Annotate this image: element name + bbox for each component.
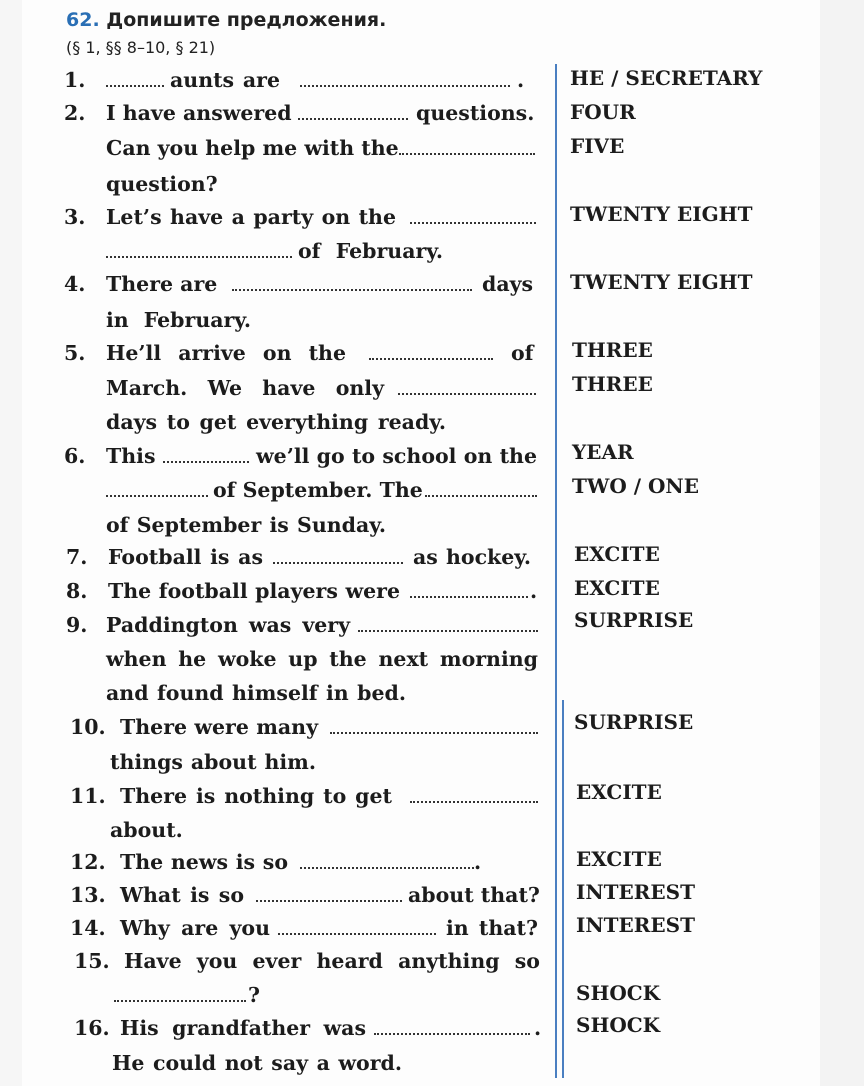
sentence-text: of September. The (213, 478, 423, 502)
exercise-heading (66, 9, 386, 31)
base-word: INTEREST (576, 913, 695, 937)
answer-blank[interactable] (273, 562, 403, 564)
sentence-text: of September is Sunday. (106, 513, 386, 537)
sentence-line (0, 235, 550, 267)
sentence-line (0, 337, 550, 369)
sentence-line (0, 268, 550, 300)
base-word: INTEREST (576, 880, 695, 904)
sentence-text: This (106, 444, 156, 468)
sentence-line (0, 474, 550, 506)
exercise-number: 62. (66, 9, 100, 31)
sentence-text: The news is so (120, 850, 288, 874)
answer-blank[interactable] (330, 732, 538, 734)
sentence-text: Football is as (108, 545, 263, 569)
base-word: EXCITE (576, 847, 662, 871)
answer-blank[interactable] (369, 358, 493, 360)
base-word: YEAR (572, 440, 634, 464)
sentence-number: 11. (70, 784, 106, 808)
sentence-line (0, 814, 550, 846)
sentence-text: when he woke up the next morning (106, 647, 538, 671)
sentence-line (0, 846, 550, 878)
base-word: SURPRISE (574, 608, 694, 632)
sentence-text: Let’s have a party on the (106, 205, 396, 229)
answer-blank[interactable] (106, 85, 164, 87)
sentence-line (0, 780, 550, 812)
sentence-text: of (511, 341, 534, 365)
answer-blank[interactable] (399, 153, 535, 155)
sentence-text: March. We have only (106, 376, 384, 400)
sentence-text: The football players were (108, 579, 400, 603)
sentence-text: as hockey. (413, 545, 531, 569)
sentence-number: 2. (64, 101, 86, 125)
answer-blank[interactable] (106, 256, 292, 258)
answer-blank[interactable] (300, 867, 474, 869)
sentence-text: . (517, 68, 525, 92)
answer-blank[interactable] (106, 495, 208, 497)
answer-blank[interactable] (163, 461, 249, 463)
base-word: SHOCK (576, 981, 661, 1005)
answer-blank[interactable] (374, 1033, 530, 1035)
sentence-text: Paddington was very (106, 613, 350, 637)
answer-blank[interactable] (114, 1000, 246, 1002)
sentence-line (0, 304, 550, 336)
sentence-text: Can you help me with the (106, 136, 399, 160)
answer-blank[interactable] (410, 596, 528, 598)
sentence-line (0, 746, 550, 778)
sentence-text: . (474, 850, 482, 874)
sentence-text: of February. (298, 239, 443, 263)
sentence-line (0, 201, 550, 233)
answer-blank[interactable] (256, 900, 402, 902)
sentence-text: question? (106, 172, 218, 196)
sentence-text: What is so (120, 883, 244, 907)
sentence-number: 13. (70, 883, 106, 907)
sentence-line (0, 879, 550, 911)
sentence-line (0, 440, 550, 472)
base-word: TWENTY EIGHT (570, 202, 753, 226)
sentence-line (0, 609, 550, 641)
base-word: THREE (572, 338, 653, 362)
sentence-text: . (530, 579, 538, 603)
answer-blank[interactable] (398, 393, 536, 395)
answer-blank[interactable] (425, 495, 537, 497)
sentence-line (0, 912, 550, 944)
base-word: SURPRISE (574, 710, 694, 734)
page-margin-right (820, 0, 864, 1086)
answer-blank[interactable] (410, 801, 538, 803)
answer-blank[interactable] (410, 222, 536, 224)
base-word: EXCITE (574, 576, 660, 600)
sentence-text: He could not say a word. (112, 1051, 402, 1075)
sentence-number: 16. (74, 1016, 110, 1040)
sentence-text: I have answered (106, 101, 292, 125)
sentence-text: in that? (446, 916, 538, 940)
sentence-number: 5. (64, 341, 86, 365)
sentence-line (0, 575, 550, 607)
sentence-number: 1. (64, 68, 86, 92)
answer-blank[interactable] (298, 118, 408, 120)
sentence-text: aunts are (170, 68, 280, 92)
sentence-number: 10. (70, 715, 106, 739)
base-word: FOUR (570, 100, 636, 124)
base-word: THREE (572, 372, 653, 396)
sentence-number: 9. (66, 613, 88, 637)
sentence-number: 14. (70, 916, 106, 940)
answer-blank[interactable] (358, 630, 538, 632)
base-word: EXCITE (576, 780, 662, 804)
sentence-number: 12. (70, 850, 106, 874)
sentence-line (0, 168, 550, 200)
sentence-text: about that? (408, 883, 540, 907)
sentence-text: There were many (120, 715, 318, 739)
grammar-references: (§ 1, §§ 8–10, § 21) (66, 38, 216, 57)
sentence-number: 3. (64, 205, 86, 229)
sentence-text: He’ll arrive on the (106, 341, 346, 365)
sentence-line (0, 643, 550, 675)
sentence-text: There are (106, 272, 218, 296)
sentence-number: 15. (74, 949, 110, 973)
sentence-number: 8. (66, 579, 88, 603)
base-word: TWENTY EIGHT (570, 270, 753, 294)
sentence-line (0, 406, 550, 438)
answer-blank[interactable] (278, 933, 436, 935)
base-word: SHOCK (576, 1013, 661, 1037)
sentence-line (0, 1047, 550, 1079)
sentence-text: and found himself in bed. (106, 681, 406, 705)
sentence-line (0, 979, 550, 1011)
sentence-line (0, 372, 550, 404)
sentence-number: 4. (64, 272, 86, 296)
sentence-text: days (482, 272, 534, 296)
sentence-text: Have you ever heard anything so (124, 949, 540, 973)
sentence-line (0, 64, 550, 96)
base-word: HE / SECRETARY (570, 66, 763, 90)
sentence-text: His grandfather was (120, 1016, 366, 1040)
sentence-text: questions. (416, 101, 535, 125)
sentence-text: Why are you (120, 916, 270, 940)
sentence-line (0, 132, 550, 164)
column-divider-lower (562, 700, 564, 1078)
sentence-text: . (534, 1016, 542, 1040)
base-word: TWO / ONE (572, 474, 699, 498)
sentence-line (0, 677, 550, 709)
sentence-number: 7. (66, 545, 88, 569)
sentence-text: we’ll go to school on the (256, 444, 537, 468)
answer-blank[interactable] (300, 85, 510, 87)
sentence-text: about. (110, 818, 183, 842)
sentence-text: ? (248, 983, 261, 1007)
column-divider (555, 64, 557, 1078)
base-word: EXCITE (574, 542, 660, 566)
sentence-text: in February. (106, 308, 251, 332)
sentence-line (0, 541, 550, 573)
sentence-line (0, 945, 550, 977)
base-word: FIVE (570, 134, 625, 158)
sentence-text: There is nothing to get (120, 784, 392, 808)
sentence-line (0, 711, 550, 743)
sentence-line (0, 1012, 550, 1044)
exercise-title: Допишите предложения. (106, 9, 387, 31)
answer-blank[interactable] (232, 289, 472, 291)
sentence-line (0, 509, 550, 541)
sentence-number: 6. (64, 444, 86, 468)
sentence-text: things about him. (110, 750, 316, 774)
sentence-line (0, 97, 550, 129)
sentence-text: days to get everything ready. (106, 410, 446, 434)
